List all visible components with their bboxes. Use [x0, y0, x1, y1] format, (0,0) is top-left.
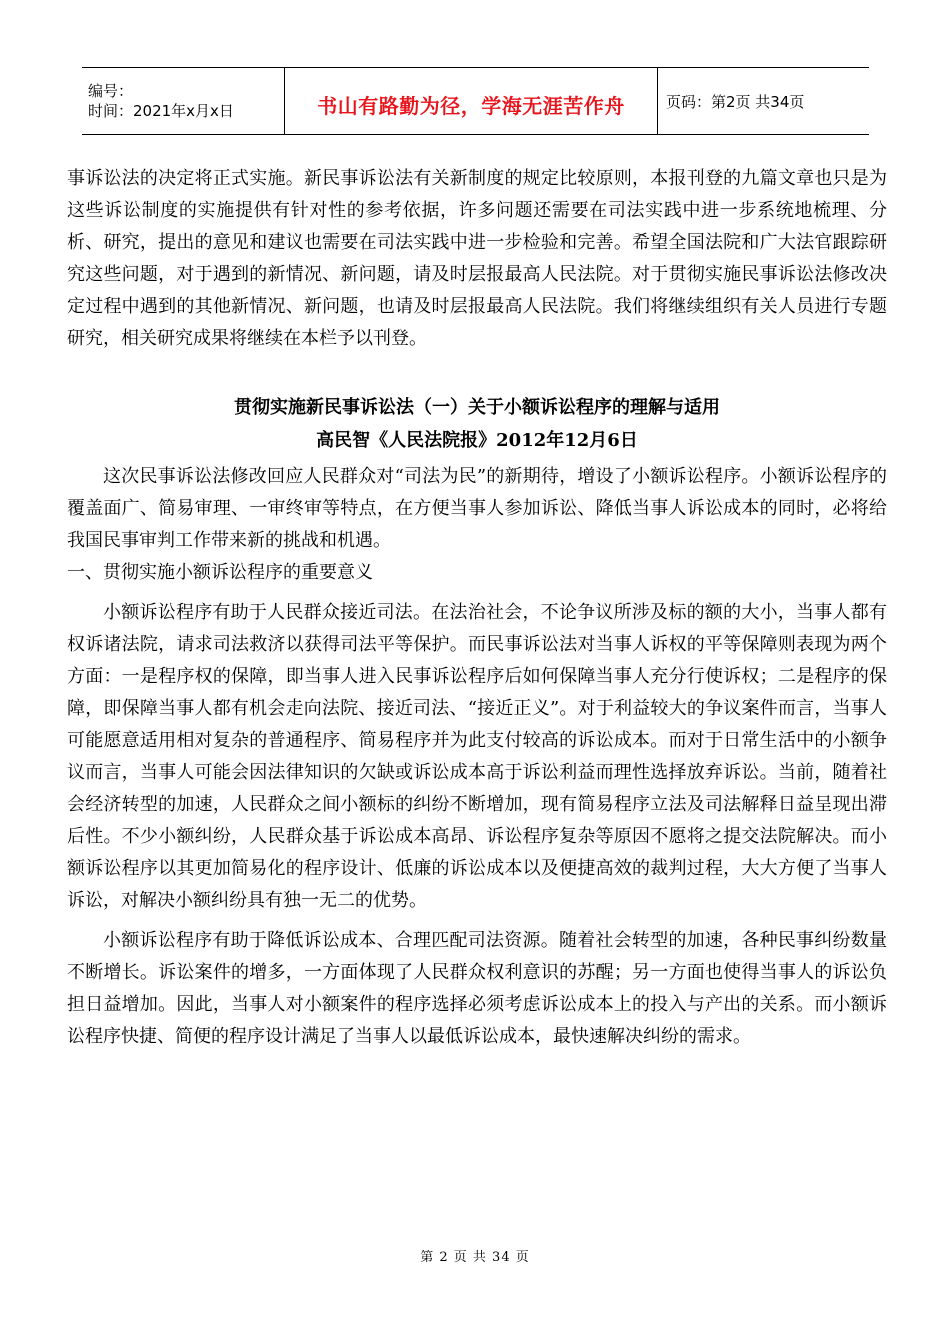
- serial-number-label: 编号：: [88, 82, 134, 100]
- section-heading: 一、贯彻实施小额诉讼程序的重要意义: [67, 562, 373, 583]
- header-motto-cell: [284, 68, 658, 134]
- article-title: 贯彻实施新民事诉讼法（一）关于小额诉讼程序的理解与适用: [234, 397, 720, 418]
- article-byline: 高民智《人民法院报》2012年12月6日: [316, 430, 638, 451]
- body-paragraph-1: 小额诉讼程序有助于人民群众接近司法。在法治社会，不论争议所涉及标的额的大小，当事人都有权诉诸法院，请求司法救济以获得司法平等保护。而民事诉讼法对当事人诉权的平等保障则表现为两个方面：一是程序权的保障，即当事人进入民事诉讼程序后如何保障当事人充分行使诉权；二是程序的保障，即保障当事人都有机会走向法院、接近司法、“接近正义”。对于利益较大的争议案件而言，当事人可能愿意适用相对复杂的普通程序、简易程序并为此支付较高的诉讼成本。而对于日常生活中的小额争议而言，当事人可能会因法律知识的欠缺或诉讼成本高于诉讼利益而理性选择放弃诉讼。当前，随着社会经济转型的加速，人民群众之间小额标的纠纷不断增加，现有简易程序立法及司法解释日益呈现出滞后性。不少小额纠纷，人民群众基于诉讼成本高昂、诉讼程序复杂等原因不愿将之提交法院解决。而小额诉讼程序以其更加简易化的程序设计、低廉的诉讼成本以及便捷高效的裁判过程，大大方便了当事人诉讼，对解决小额纠纷具有独一无二的优势。: [67, 602, 887, 911]
- body-paragraph-2: 小额诉讼程序有助于降低诉讼成本、合理匹配司法资源。随着社会转型的加速，各种民事纠纷数量不断增长。诉讼案件的增多，一方面体现了人民群众权利意识的苏醒；另一方面也使得当事人的诉讼负担日益增加。因此，当事人对小额案件的程序选择必须考虑诉讼成本上的投入与产出的关系。而小额诉讼程序快捷、简便的程序设计满足了当事人以最低诉讼成本，最快速解决纠纷的需求。: [67, 930, 887, 1047]
- article-lead-paragraph: 这次民事诉讼法修改回应人民群众对“司法为民”的新期待，增设了小额诉讼程序。小额诉讼程序的覆盖面广、简易审理、一审终审等特点，在方便当事人参加诉讼、降低当事人诉讼成本的同时，必将给我国民事审判工作带来新的挑战和机遇。: [67, 466, 887, 551]
- page-header: [82, 67, 869, 135]
- document-body: [67, 163, 887, 1053]
- time-label: 时间：2021年x月x日: [88, 102, 234, 120]
- page-footer: 第 2 页 共 34 页: [420, 1250, 530, 1265]
- intro-paragraph: 事诉讼法的决定将正式实施。新民事诉讼法有关新制度的规定比较原则，本报刊登的九篇文章也只是为这些诉讼制度的实施提供有针对性的参考依据，许多问题还需要在司法实践中进一步系统地梳理、分析、研究，提出的意见和建议也需要在司法实践中进一步检验和完善。希望全国法院和广大法官跟踪研究这些问题，对于遇到的新情况、新问题，请及时层报最高人民法院。对于贯彻实施民事诉讼法修改决定过程中遇到的其他新情况、新问题，也请及时层报最高人民法院。我们将继续组织有关人员进行专题研究，相关研究成果将继续在本栏予以刊登。: [67, 168, 887, 349]
- header-page-cell: [658, 68, 869, 134]
- header-page-number: 页码：第2页 共34页: [666, 92, 805, 111]
- header-meta: [82, 68, 284, 134]
- header-motto: 书山有路勤为径，学海无涯苦作舟: [317, 93, 625, 118]
